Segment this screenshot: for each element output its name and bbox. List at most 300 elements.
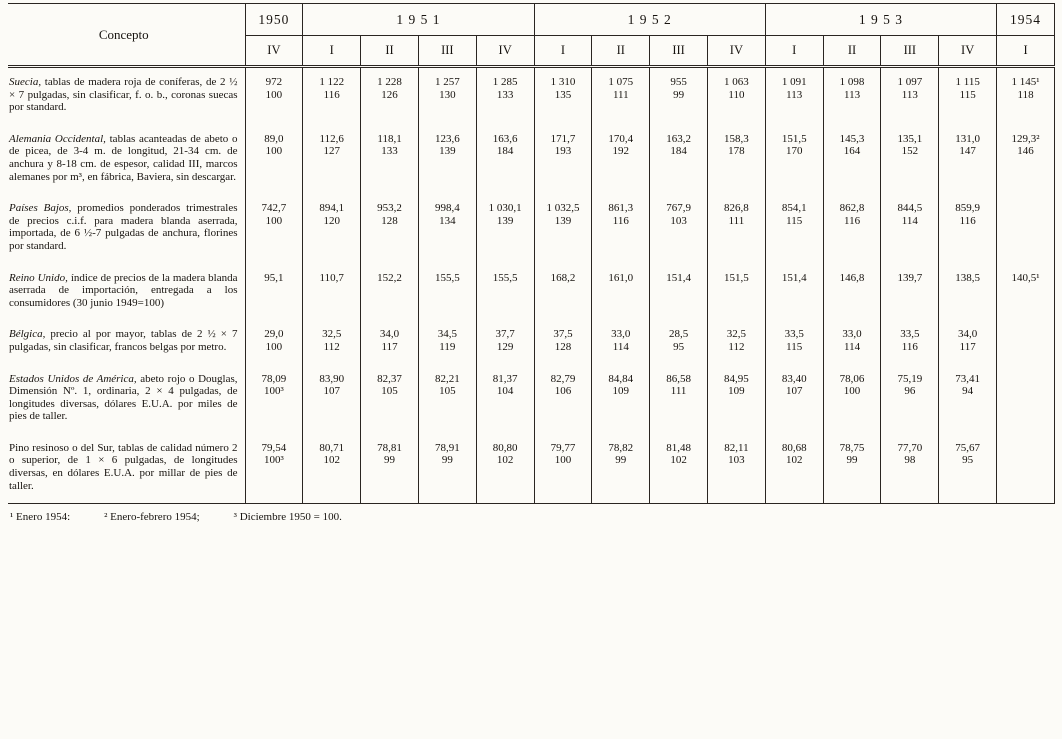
index-value: 100 (265, 145, 283, 158)
index-value: 120 (323, 214, 340, 227)
value-cell (881, 264, 939, 321)
table-row (8, 67, 1055, 125)
value-cell (708, 365, 766, 434)
index-value: 100 (265, 88, 283, 101)
price-value: 955 (670, 76, 687, 88)
price-value: 1 145¹ (1011, 76, 1040, 88)
quarter-header: I (534, 36, 592, 67)
concept-lead: Suecia, (9, 76, 42, 88)
value-cell (823, 320, 881, 364)
concept-cell (8, 125, 245, 194)
price-value: 78,09 (261, 372, 287, 385)
index-value: 118 (1017, 88, 1034, 101)
value-cell (534, 434, 592, 504)
index-value: 127 (323, 145, 340, 158)
price-value: 163,6 (492, 132, 518, 145)
value-cell (592, 320, 650, 364)
value-cell (650, 434, 708, 504)
price-value: 79,77 (550, 441, 576, 454)
value-cell (997, 434, 1055, 504)
value-cell (476, 67, 534, 125)
price-value: 862,8 (839, 202, 865, 215)
value-cell (939, 194, 997, 263)
value-cell (939, 264, 997, 321)
price-value: 170,4 (608, 132, 634, 145)
price-value: 854,1 (781, 202, 807, 215)
value-cell (823, 67, 881, 125)
price-value: 1 030,1 (488, 202, 522, 215)
index-value: 116 (843, 214, 861, 227)
quarter-header: IV (245, 36, 303, 67)
value-cell (765, 365, 823, 434)
value-cell (592, 434, 650, 504)
price-value: 34,0 (958, 328, 978, 341)
index-value: 102 (785, 454, 803, 467)
value-cell (303, 67, 361, 125)
price-value: 75,19 (897, 372, 923, 385)
value-cell (361, 125, 419, 194)
concept-text: tablas acanteadas de abeto o de picea, de 3-4 m. de longitud, 21-34 cm. de anchura y 8-18 cm. de espesor, calidad III, marcos alemanes por m³, en fábrica, Baviera, sin descargar. (9, 132, 238, 183)
index-value: 115 (786, 340, 803, 353)
price-value: 168,2 (550, 271, 576, 284)
index-value: 111 (728, 214, 745, 227)
index-value: 116 (323, 88, 340, 101)
price-value: 859,9 (955, 202, 981, 215)
value-cell (765, 125, 823, 194)
price-value: 81,37 (492, 372, 518, 385)
price-value: 33,5 (900, 328, 920, 341)
price-value: 1 098 (839, 76, 865, 88)
price-value: 1 097 (897, 76, 923, 88)
quarter-header: II (361, 36, 419, 67)
value-cell (823, 194, 881, 263)
price-value: 81,48 (666, 441, 691, 454)
index-value: 139 (554, 214, 572, 227)
value-cell (765, 264, 823, 321)
index-value: 152 (901, 145, 919, 158)
price-value: 75,67 (955, 441, 981, 454)
price-value: 73,41 (955, 372, 981, 385)
index-value: 184 (496, 145, 514, 158)
price-value: 1 285 (492, 76, 518, 88)
price-value: 123,6 (434, 132, 460, 145)
price-value: 86,58 (666, 372, 691, 385)
value-cell (881, 434, 939, 504)
index-value: 102 (323, 454, 340, 467)
price-value: 152,2 (377, 271, 402, 284)
index-value: 103 (670, 214, 687, 227)
price-value: 894,1 (319, 202, 345, 215)
price-value: 37,5 (553, 328, 573, 341)
concept-text: Pino resinoso o del Sur, tablas de calidad número 2 o superior, de 1 × 6 pulgadas, de longitudes diversas, en dólares E.U.A. por millar de pies de taller. (9, 441, 238, 492)
value-cell (418, 264, 476, 321)
index-value: 147 (959, 145, 976, 158)
index-value: 184 (670, 145, 687, 158)
price-value: 1 063 (724, 76, 749, 88)
value-cell (361, 434, 419, 504)
price-value: 151,4 (781, 271, 807, 284)
value-cell (476, 194, 534, 263)
concept-cell (8, 67, 245, 125)
value-cell (245, 125, 303, 194)
value-cell (765, 434, 823, 504)
index-value: 100 (843, 385, 861, 398)
index-value: 139 (439, 145, 456, 158)
price-value: 146,8 (839, 271, 865, 284)
price-value: 844,5 (897, 202, 923, 215)
value-cell (939, 365, 997, 434)
value-cell (245, 194, 303, 263)
value-cell (881, 365, 939, 434)
value-cell (303, 264, 361, 321)
price-value: 89,0 (264, 132, 284, 145)
price-value: 151,5 (724, 271, 749, 284)
index-value: 99 (615, 454, 627, 467)
index-value: 130 (439, 88, 456, 101)
price-value: 1 091 (781, 76, 807, 88)
value-cell (245, 434, 303, 504)
price-value: 140,5¹ (1011, 271, 1040, 284)
index-value: 112 (323, 340, 340, 353)
quarter-header: IV (476, 36, 534, 67)
value-cell (708, 320, 766, 364)
index-value: 116 (901, 340, 918, 353)
price-value: 138,5 (955, 271, 981, 284)
value-cell (534, 365, 592, 434)
price-value: 32,5 (726, 328, 747, 341)
price-value: 33,0 (611, 328, 631, 341)
year-header: 1 9 5 2 (534, 4, 765, 36)
index-value: 113 (843, 88, 861, 101)
value-cell (361, 365, 419, 434)
index-value: 112 (728, 340, 745, 353)
year-header: 1 9 5 1 (303, 4, 534, 36)
value-cell (418, 67, 476, 125)
index-value: 104 (496, 385, 514, 398)
concept-cell (8, 320, 245, 364)
index-value: 105 (439, 385, 456, 398)
price-value: 95,1 (264, 271, 284, 284)
price-value: 34,5 (437, 328, 457, 341)
value-cell (418, 194, 476, 263)
quarter-header: I (997, 36, 1055, 67)
index-value: 95 (962, 454, 974, 467)
value-cell (881, 125, 939, 194)
price-value: 151,4 (666, 271, 691, 284)
concept-text: abeto rojo o Douglas, Dimensión Nº. 1, ordinaria, 2 × 4 pulgadas, de longitudes diversas, dólares E.U.A. por miles de pies de taller. (9, 372, 238, 423)
value-cell (534, 320, 592, 364)
price-value: 78,75 (839, 441, 865, 454)
price-value: 1 310 (550, 76, 576, 88)
price-value: 742,7 (261, 202, 287, 215)
value-cell (534, 125, 592, 194)
table-row (8, 365, 1055, 434)
price-value: 1 228 (377, 76, 402, 88)
value-cell (650, 320, 708, 364)
value-cell (303, 194, 361, 263)
price-value: 1 122 (319, 76, 345, 88)
concept-text: promedios ponderados trimestrales de precios c.i.f. para madera blanda aserrada, importada, de 6 ½-7 pulgadas de anchura, florines por standard. (9, 202, 238, 252)
value-cell (823, 365, 881, 434)
value-cell (418, 125, 476, 194)
index-value: 95 (673, 340, 685, 353)
price-value: 82,37 (377, 372, 402, 385)
value-cell (418, 434, 476, 504)
price-value: 118,1 (377, 132, 402, 145)
quarter-header: II (592, 36, 650, 67)
value-cell (708, 194, 766, 263)
index-value: 116 (959, 214, 976, 227)
price-value: 32,5 (322, 328, 342, 341)
price-value: 129,3² (1011, 132, 1040, 145)
price-value: 34,0 (379, 328, 400, 341)
price-value: 1 075 (608, 76, 634, 88)
value-cell (997, 365, 1055, 434)
value-cell (650, 365, 708, 434)
index-value: 98 (904, 454, 916, 467)
price-value: 826,8 (724, 202, 749, 215)
index-value: 113 (901, 88, 918, 101)
concept-text: precio al por mayor, tablas de 2 ½ × 7 pulgadas, sin clasificar, francos belgas por metro. (9, 328, 238, 353)
index-value: 110 (728, 88, 745, 101)
price-value: 163,2 (666, 132, 691, 145)
index-value: 100 (265, 214, 283, 227)
price-value: 767,9 (666, 202, 691, 215)
index-value: 109 (612, 385, 630, 398)
index-value: 94 (962, 385, 974, 398)
value-cell (418, 365, 476, 434)
concept-lead: Reino Unido, (9, 271, 68, 284)
index-value: 178 (728, 145, 745, 158)
index-value: 126 (381, 88, 398, 101)
price-value: 82,79 (550, 372, 576, 385)
price-value: 171,7 (550, 132, 576, 145)
price-value: 131,0 (955, 132, 981, 145)
price-value: 972 (265, 76, 283, 88)
index-value: 134 (439, 214, 456, 227)
index-value: 115 (786, 214, 803, 227)
table-row (8, 434, 1055, 504)
index-value: 107 (785, 385, 803, 398)
index-value: 99 (384, 454, 396, 467)
index-value: 114 (901, 214, 918, 227)
timber-price-table (8, 3, 1055, 504)
index-value: 105 (381, 385, 398, 398)
price-value: 82,21 (434, 372, 460, 385)
value-cell (823, 434, 881, 504)
price-value: 998,4 (434, 202, 460, 215)
value-cell (245, 67, 303, 125)
value-cell (997, 125, 1055, 194)
concept-text: índice de precios de la madera blanda aserrada de importación, entregada a los consumidores (30 junio 1949=100) (9, 271, 238, 309)
value-cell (939, 125, 997, 194)
value-cell (418, 320, 476, 364)
value-cell (939, 67, 997, 125)
value-cell (708, 67, 766, 125)
value-cell (361, 194, 419, 263)
price-value: 78,06 (839, 372, 865, 385)
index-value: 170 (785, 145, 803, 158)
year-row (8, 4, 1055, 36)
index-value: 114 (843, 340, 861, 353)
value-cell (708, 264, 766, 321)
index-value: 99 (441, 454, 453, 467)
value-cell (592, 67, 650, 125)
index-value: 133 (496, 88, 514, 101)
concept-cell (8, 365, 245, 434)
value-cell (303, 365, 361, 434)
price-value: 1 115 (955, 76, 980, 88)
price-value: 139,7 (897, 271, 923, 284)
value-cell (361, 67, 419, 125)
index-value: 99 (673, 88, 685, 101)
index-value: 99 (846, 454, 858, 467)
price-value: 77,70 (897, 441, 923, 454)
price-value: 112,6 (319, 132, 344, 145)
price-value: 78,91 (434, 441, 460, 454)
value-cell (765, 320, 823, 364)
price-value: 84,84 (608, 372, 634, 385)
price-value: 83,90 (319, 372, 345, 385)
index-value: 114 (612, 340, 629, 353)
index-value: 119 (439, 340, 456, 353)
index-value: 192 (612, 145, 630, 158)
index-value: 146 (1017, 145, 1034, 158)
index-value: 106 (554, 385, 572, 398)
index-value: 96 (904, 385, 916, 398)
concept-lead: Bélgica, (9, 328, 46, 341)
table-row (8, 320, 1055, 364)
price-value: 80,68 (781, 441, 807, 454)
index-value: 128 (554, 340, 572, 353)
price-value: 79,54 (261, 441, 287, 454)
value-cell (303, 320, 361, 364)
index-value: 193 (554, 145, 572, 158)
price-value: 78,82 (608, 441, 634, 454)
price-value: 80,71 (319, 441, 345, 454)
value-cell (708, 125, 766, 194)
price-value: 84,95 (724, 372, 749, 385)
price-value: 161,0 (608, 271, 634, 284)
index-value: 103 (728, 454, 745, 467)
value-cell (476, 264, 534, 321)
index-value: 102 (496, 454, 514, 467)
price-value: 37,7 (495, 328, 515, 341)
value-cell (245, 320, 303, 364)
value-cell (592, 264, 650, 321)
table-row (8, 194, 1055, 263)
value-cell (823, 125, 881, 194)
index-value: 129 (496, 340, 514, 353)
value-cell (708, 434, 766, 504)
value-cell (881, 320, 939, 364)
quarter-header: IV (939, 36, 997, 67)
value-cell (765, 67, 823, 125)
value-cell (881, 67, 939, 125)
price-value: 82,11 (724, 441, 749, 454)
year-header: 1950 (245, 4, 303, 36)
index-value: 164 (843, 145, 861, 158)
price-value: 1 257 (434, 76, 460, 88)
price-value: 155,5 (492, 271, 518, 284)
value-cell (303, 125, 361, 194)
concept-cell (8, 194, 245, 263)
price-value: 78,81 (377, 441, 402, 454)
footnote-2: ² Enero-febrero 1954; (104, 511, 200, 524)
value-cell (592, 194, 650, 263)
index-value: 133 (381, 145, 398, 158)
index-value: 111 (612, 88, 629, 101)
index-value: 100 (265, 340, 283, 353)
value-cell (997, 67, 1055, 125)
value-cell (534, 264, 592, 321)
footnote-1: ¹ Enero 1954: (10, 511, 71, 524)
table-row (8, 125, 1055, 194)
footnotes (10, 511, 1055, 523)
price-value: 33,5 (784, 328, 804, 341)
price-value: 33,0 (842, 328, 862, 341)
value-cell (534, 67, 592, 125)
price-value: 953,2 (377, 202, 402, 215)
value-cell (476, 125, 534, 194)
value-cell (997, 194, 1055, 263)
concept-column-header: Concepto (8, 4, 245, 67)
table-header (8, 4, 1055, 67)
value-cell (303, 434, 361, 504)
price-value: 80,80 (492, 441, 518, 454)
value-cell (939, 320, 997, 364)
value-cell (361, 264, 419, 321)
quarter-header: I (765, 36, 823, 67)
index-value: 102 (670, 454, 687, 467)
value-cell (592, 125, 650, 194)
index-value: 109 (728, 385, 745, 398)
price-value: 861,3 (608, 202, 634, 215)
price-value: 155,5 (434, 271, 460, 284)
quarter-header: I (303, 36, 361, 67)
footnote-3: ³ Diciembre 1950 = 100. (233, 511, 342, 524)
index-value: 135 (554, 88, 572, 101)
index-value: 100³ (264, 454, 284, 467)
price-value: 145,3 (839, 132, 865, 145)
quarter-header: III (418, 36, 476, 67)
value-cell (650, 125, 708, 194)
quarter-header: III (650, 36, 708, 67)
price-value: 110,7 (319, 271, 344, 284)
value-cell (534, 194, 592, 263)
table-body (8, 67, 1055, 504)
year-header: 1954 (997, 4, 1055, 36)
value-cell (245, 264, 303, 321)
index-value: 111 (670, 385, 687, 398)
price-value: 151,5 (781, 132, 807, 145)
price-value: 158,3 (724, 132, 749, 145)
concept-cell (8, 434, 245, 504)
index-value: 117 (381, 340, 398, 353)
price-value: 29,0 (264, 328, 284, 341)
index-value: 107 (323, 385, 340, 398)
value-cell (939, 434, 997, 504)
quarter-header: III (881, 36, 939, 67)
quarter-header: II (823, 36, 881, 67)
value-cell (650, 264, 708, 321)
concept-cell (8, 264, 245, 321)
year-header: 1 9 5 3 (765, 4, 996, 36)
value-cell (881, 194, 939, 263)
price-value: 83,40 (781, 372, 807, 385)
concept-lead: Países Bajos, (9, 202, 72, 215)
price-value: 28,5 (668, 328, 689, 341)
